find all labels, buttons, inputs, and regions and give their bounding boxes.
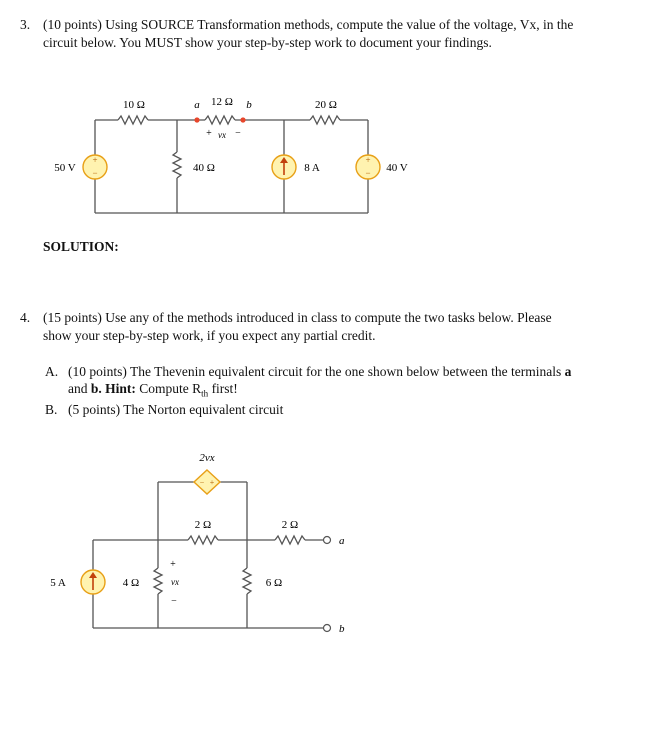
problem3-number: 3. — [20, 17, 31, 32]
problem4-line1: (15 points) Use any of the methods introduced in class to compute the two tasks below. Please — [43, 310, 552, 325]
svg-text:−: − — [92, 168, 98, 178]
label-2vx: 2vx — [199, 452, 215, 464]
taskA-term-a: a — [564, 364, 572, 379]
label-vx-minus-4: − — [171, 596, 177, 607]
voltage-source-40v — [356, 155, 380, 179]
problem4-line2: show your step-by-step work, if you expect any partial credit. — [43, 328, 376, 343]
label-50v: 50 V — [54, 162, 76, 174]
taskA-letter: A. — [45, 364, 59, 379]
resistor-2ohm-1 — [188, 536, 218, 544]
svg-text:+: + — [92, 155, 98, 165]
node-b-dot — [240, 117, 245, 122]
label-node-b: b — [246, 99, 252, 111]
label-terminal-b: b — [339, 623, 345, 635]
label-vx-plus-4: + — [170, 559, 176, 570]
resistor-6ohm — [243, 568, 251, 594]
problem3-line2: circuit below. You MUST show your step-by-step work to document your findings. — [43, 35, 492, 50]
resistor-20ohm — [310, 116, 340, 124]
label-node-a: a — [194, 99, 200, 111]
resistor-10ohm — [118, 116, 148, 124]
taskB-letter: B. — [45, 402, 58, 417]
terminal-a — [324, 537, 331, 544]
resistor-12ohm — [205, 116, 235, 124]
svg-text:+: + — [365, 155, 371, 165]
svg-text:−: − — [199, 478, 205, 487]
resistor-2ohm-2 — [275, 536, 305, 544]
problem3-line1: (10 points) Using SOURCE Transformation methods, compute the value of the voltage, Vx, in the — [43, 17, 574, 32]
label-vx: vx — [218, 130, 226, 140]
current-source-5a — [81, 570, 105, 594]
taskA-term-b: b. — [90, 381, 102, 396]
label-4ohm: 4 Ω — [122, 577, 140, 589]
terminal-b — [324, 625, 331, 632]
label-12ohm: 12 Ω — [211, 96, 233, 108]
label-6ohm: 6 Ω — [265, 577, 283, 589]
label-40v: 40 V — [386, 162, 408, 174]
current-source-8a — [272, 155, 296, 179]
label-vx-minus: − — [235, 128, 241, 139]
taskA-line2: and b. Hint: Compute $R_{th}$ first! — [68, 381, 238, 399]
svg-text:−: − — [365, 168, 371, 178]
label-2ohm-2: 2 Ω — [281, 519, 299, 531]
resistor-4ohm — [154, 568, 162, 594]
svg-text:+: + — [209, 478, 215, 487]
label-40ohm: 40 Ω — [193, 162, 215, 174]
label-20ohm: 20 Ω — [315, 99, 337, 111]
taskB-text: (5 points) The Norton equivalent circuit — [68, 402, 284, 417]
node-a-dot — [194, 117, 199, 122]
dependent-voltage-source — [194, 470, 220, 494]
voltage-source-50v — [83, 155, 107, 179]
label-terminal-a: a — [339, 535, 345, 547]
resistor-40ohm — [173, 152, 181, 178]
label-8a: 8 A — [304, 162, 320, 174]
label-vx-plus: + — [206, 128, 212, 139]
label-5a: 5 A — [50, 577, 66, 589]
label-10ohm: 10 Ω — [123, 99, 145, 111]
label-vx-4: vx — [171, 577, 179, 587]
taskA-hint-label: Hint: — [105, 381, 136, 396]
taskA-line1: (10 points) The Thevenin equivalent circuit for the one shown below between the terminals a — [68, 364, 572, 379]
label-2ohm-1: 2 Ω — [194, 519, 212, 531]
problem4-number: 4. — [20, 310, 31, 325]
solution-label: SOLUTION: — [43, 239, 119, 254]
